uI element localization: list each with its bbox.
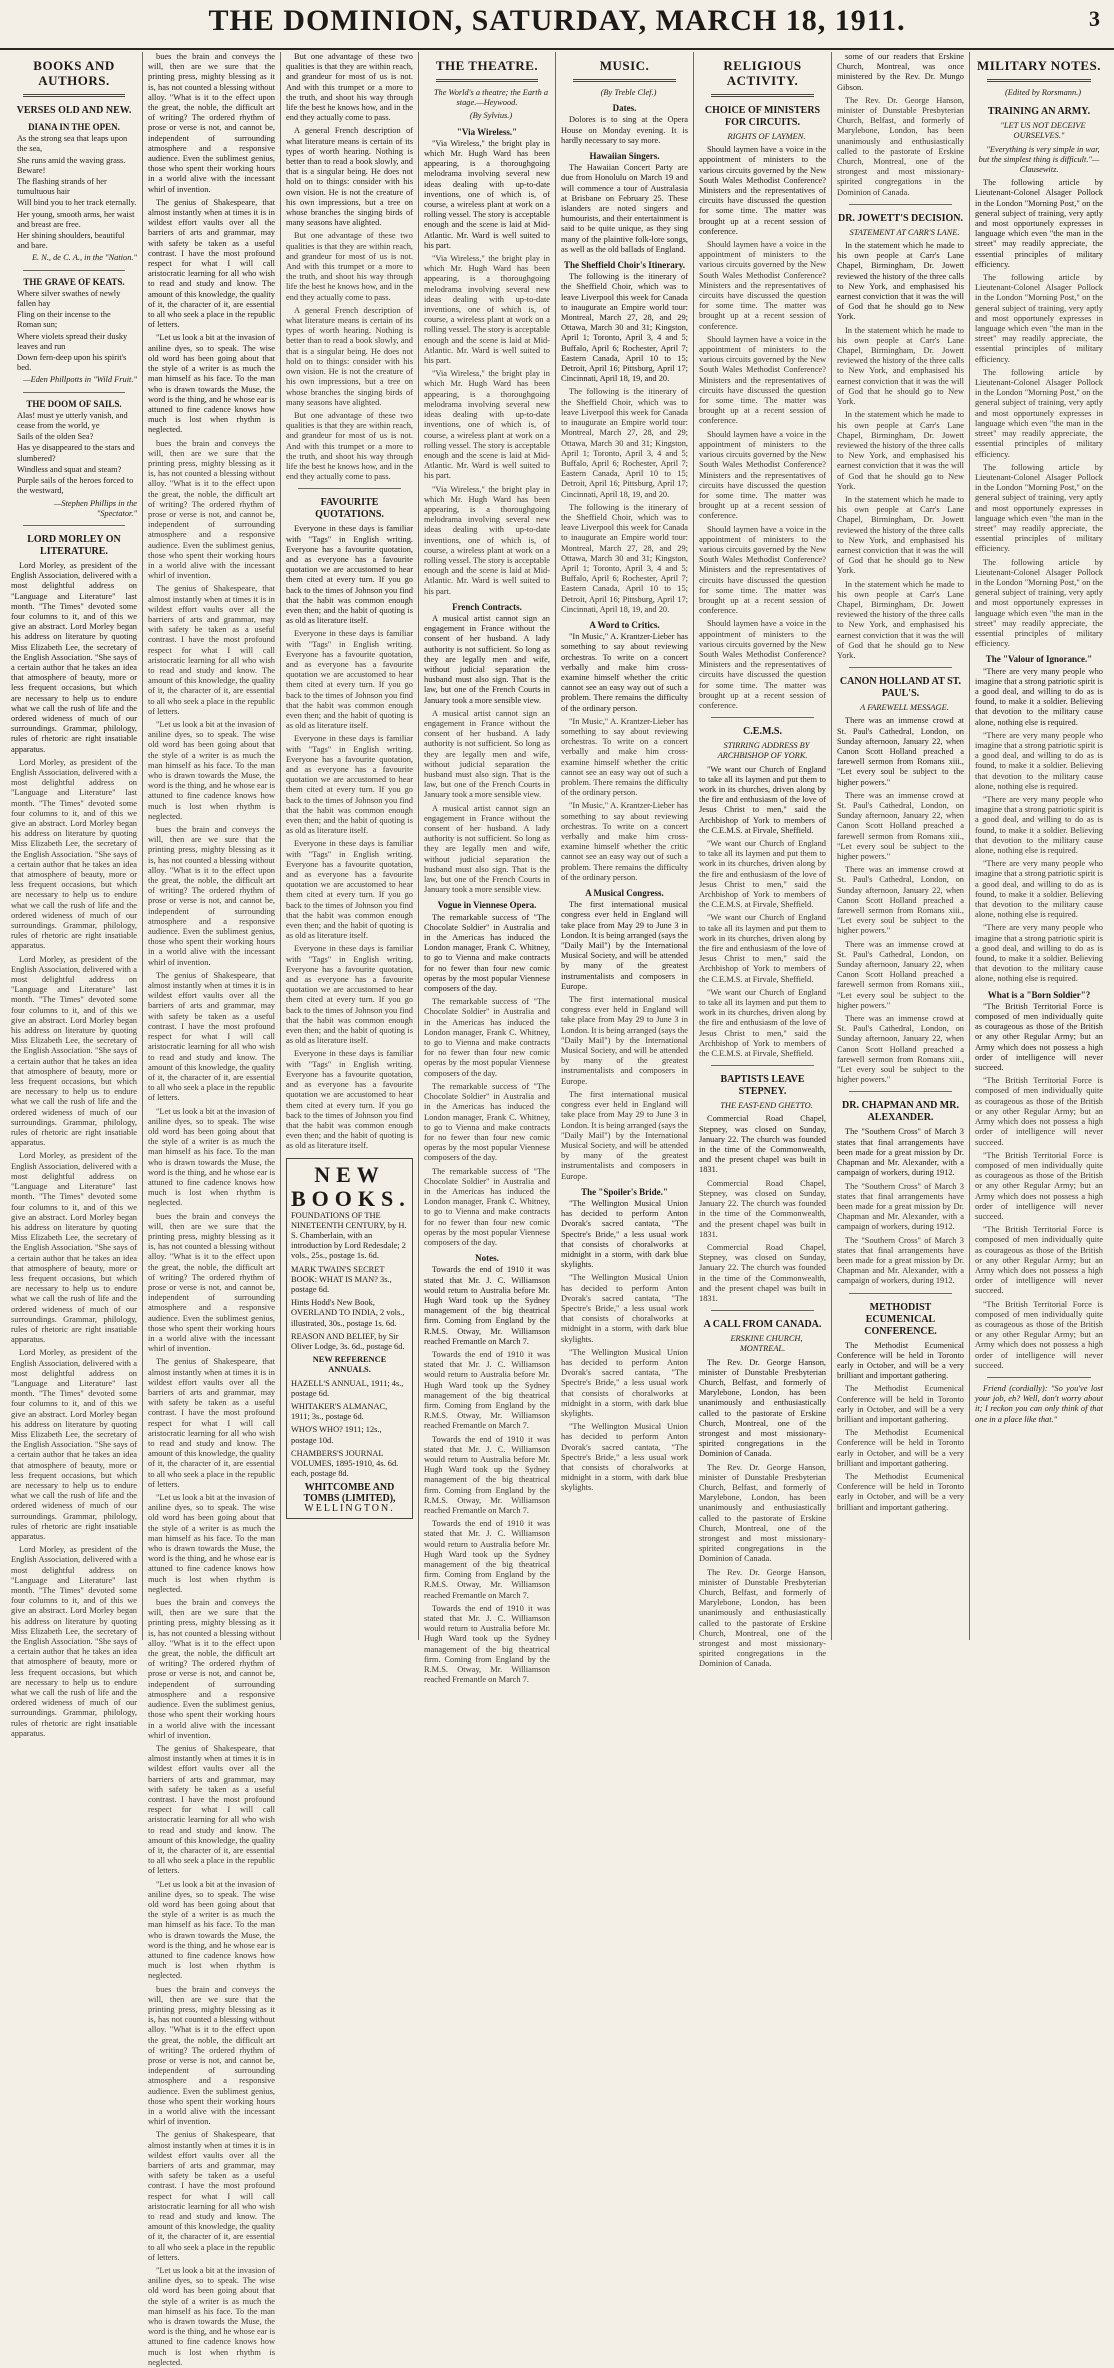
ad-item: WHO'S WHO? 1911; 12s., postage 10d. — [291, 1425, 382, 1445]
ad-publisher: WHITCOMBE AND TOMBS (LIMITED), — [303, 1482, 396, 1504]
article-heading-baptists: BAPTISTS LEAVE STEPNEY. — [720, 1074, 805, 1098]
article-body: The Hawaiian Concert Party are due from Honolulu on March 19 and will commence a tour of Australasia at Brisbane on February 25. These islanders are noted singers and humourists, and their entertainment is said to be quite unique, as they sing many of the plaintive folk-lore songs, as well as the old ballads of England. — [561, 163, 688, 254]
poem-keats — [11, 277, 137, 386]
poem-byline: —Eden Phillpotts in "Wild Fruit." — [23, 375, 137, 385]
article-body: Should laymen have a voice in the appointment of ministers to the various circuits governed by the New South Wales Methodist Conference? Ministers and the representatives of circuits have discussed the question for some time. The matter was brought up at a recent session of conference. — [699, 429, 826, 521]
divider — [849, 667, 952, 668]
article-body: "In Music," A. Krantzer-Lieber has something to say about reviewing orchestras. To write on a concert verbally and make him cross-examine himself whether the critic cannot see an easy way out of such a problem. There remains the difficulty of the ordinary person. — [561, 801, 688, 882]
article-heading-choice-of-ministers: CHOICE OF MINISTERS FOR CIRCUITS. — [704, 105, 821, 128]
article-body: "There are very many people who imagine that a strong patriotic spirit is a good deal, and willing to do as is found, to make it a soldier. Believing that devotion to the military cause alone, nothing else is required. — [975, 923, 1103, 984]
article-body: There was an immense crowd at St. Paul's Cathedral, London, on Sunday afternoon, January 22, when Canon Scott Holland preached a farewell sermon from Romans xiii., "Let every soul be subject to the higher powers." — [837, 716, 964, 787]
article-body: But one advantage of these two qualities is that they are within reach, and grandeur for most of us is not. And with this trumpet or a more to the truth, and shoot his way through life the best he knows how, and in the end they actually come to pass. — [286, 410, 413, 482]
poem-line: Windless and squat and steam? — [17, 464, 122, 474]
article-body: Lord Morley, as president of the English Association, delivered with a most delightful address on "Language and Literature" last month. "The Times" devoted some four columns to it, and of this we give an abstract. Lord Morley began his address on literature by quoting Miss Elizabeth Lee, the secretary of the English Association. "She says of a certain author that he takes an idea that atmosphere of beauty, more or less frequent occasions, but which are necessary to help us to endure what we call the rush of life and the ordered wideness of much of our surroundings. Grammar, philology, rules of rhetoric are right insatiable apparatus. — [11, 1151, 137, 1345]
article-body: The genius of Shakespeare, that almost instantly when at times it is in wildest effort vaults over all the barriers of arts and grammar, may with safety be taken as a useful contrast. I have the most profound respect for what I will call aristocratic learning for all who wish to read and study and know. The amount of this knowledge, the quality of it, the character of it, are essential to all who seek a place in the republic of letters. — [148, 584, 275, 716]
article-body: The genius of Shakespeare, that almost instantly when at times it is in wildest effort vaults over all the barriers of arts and grammar, may with safety be taken as a useful contrast. I have the most profound respect for what I will call aristocratic learning for all who wish to read and study and know. The amount of this knowledge, the quality of it, the character of it, are essential to all who seek a place in the republic of letters. — [148, 1357, 275, 1489]
article-body: "Via Wireless," the bright play in which Mr. Hugh Ward has been appearing, is a thoroughgoing melodrama involving several new ideas dealing with up-to-date inventions, one of which is, of course, a wireless plant at work on a rolling vessel. The story is acceptable enough and the scene is laid at Mid-Atlantic. Mr. Ward is well suited to his part. — [424, 254, 550, 366]
ad-item: WHITAKER'S ALMANAC, 1911; 3s., postage 6d. — [291, 1401, 388, 1422]
divider — [849, 204, 952, 205]
article-body: "There are very many people who imagine that a strong patriotic spirit is a good deal, and willing to do as is found, to make it a soldier. Believing that devotion to the military cause alone, nothing else is required. — [975, 730, 1103, 791]
article-body: The genius of Shakespeare, that almost instantly when at times it is in wildest effort vaults over all the barriers of arts and grammar, may with safety be taken as a useful contrast. I have the most profound respect for what I will call aristocratic learning for all who wish to read and study and know. The amount of this knowledge, the quality of it, the character of it, are essential to all who seek a place in the republic of letters. — [148, 2130, 275, 2262]
column-religious-activity — [694, 52, 832, 1669]
article-body: "Via Wireless," the bright play in which Mr. Hugh Ward has been appearing, is a thoroughgoing melodrama involving several new ideas dealing with up-to-date inventions, one of which is, of course, a wireless plant at work on a rolling vessel. The story is acceptable enough and the scene is laid at Mid-Atlantic. Mr. Ward is well suited to his part. — [424, 138, 550, 250]
article-body: But one advantage of these two qualities is that they are within reach, and grandeur for most of us is not. And with this trumpet or a more to the truth, and shoot his way through life the best he knows how, and in the end they actually come to pass. — [286, 52, 413, 123]
poem-byline: —Stephen Phillips in the "Spectator." — [53, 498, 137, 518]
poem-line: Down fern-deep upon his spirit's bed. — [17, 353, 127, 373]
poem-line: As the strong sea that leaps upon the sea, — [17, 134, 128, 154]
article-body: The following article by Lieutenant-Colonel Alsager Pollock in the London "Morning Post," on the general subject of training, very aptly and most opportunely expresses in language which even "the man in the street" may readily appreciate, the essential principles of military efficiency. — [975, 462, 1103, 554]
divider — [849, 1293, 952, 1294]
ad-item: Hints Hodd's New Book, OVERLAND TO INDIA, 2 vols., illustrated, 30s., postage 1s. 6d. — [291, 1298, 405, 1328]
section-byline: (Edited by Rorsmann.) — [1004, 88, 1082, 97]
article-body: "Via Wireless," the bright play in which Mr. Hugh Ward has been appearing, is a thoroughgoing melodrama involving several new ideas dealing with up-to-date inventions, one of which is, of course, a wireless plant at work on a rolling vessel. The story is acceptable enough and the scene is laid at Mid-Atlantic. Mr. Ward is well suited to his part. — [424, 369, 550, 481]
poem-line: Sails of the olden Sea? — [17, 432, 94, 442]
article-body: The Rev. Dr. George Hanson, minister of Dunstable Presbyterian Church, Belfast, and formerly of Marylebone, London, has been unanimously and enthusiastically called to the pastorate of Erskine Church, Montreal, one of the strongest and most missionary-spirited congregations in the Dominion of Canada. — [699, 1462, 826, 1564]
article-body: Towards the end of 1910 it was stated that Mr. J. C. Williamson would return to Australia before Mr. Hugh Ward took up the Sydney management of the big theatrical firm. Coming from England by the R.M.S. Otway, Mr. Williamson reached Fremantle on March 7. — [424, 1603, 550, 1685]
poem-line: The flashing strands of her tumultuous hair — [17, 177, 107, 197]
article-body: bues the brain and conveys the will, then are we sure that the printing press, mighty blessing as it is, has not counted a blessing without alloy. "What is it to the effect upon the great, the noble, the difficult art of writing? The ordered rhythm of prose or verse is not, and cannot be, independent of surrounding atmosphere and a responsive audience. Even the sublimest genius, those who spent their working hours in a world alive with the incessant whirl of invention. — [148, 438, 275, 581]
divider — [849, 1091, 952, 1092]
ad-item: CHAMBERS'S JOURNAL VOLUMES, 1895-1910, 4s. 6d. each, postage 8d. — [291, 1448, 399, 1479]
article-body: "The British Territorial Force is composed of men individually quite as courageous as those of the British or any other Regular Army; but an Army which does not possess a high order of intelligence will never succeed. — [975, 1299, 1103, 1370]
divider — [298, 488, 401, 489]
article-body: Towards the end of 1910 it was stated that Mr. J. C. Williamson would return to Australia before Mr. Hugh Ward took up the Sydney management of the big theatrical firm. Coming from England by the R.M.S. Otway, Mr. Williamson reached Fremantle on March 7. — [424, 1434, 550, 1516]
article-body: Lord Morley, as president of the English Association, delivered with a most delightful address on "Language and Literature" last month. "The Times" devoted some four columns to it, and of this we give an abstract. Lord Morley began his address on literature by quoting Miss Elizabeth Lee, the secretary of the English Association. "She says of a certain author that he takes an idea that atmosphere of beauty, more or less frequent occasions, but which are necessary to help us to endure what we call the rush of life and the ordered wideness of much of our surroundings. Grammar, philology, rules of rhetoric are right insatiable apparatus. — [11, 954, 137, 1148]
ad-item: NEW REFERENCE ANNUALS. — [312, 1355, 387, 1375]
poem-doom-of-sails — [11, 399, 137, 519]
section-heading-music: MUSIC. — [599, 58, 650, 73]
article-body: Should laymen have a voice in the appointment of ministers to the various circuits governed by the New South Wales Methodist Conference? Ministers and the representatives of circuits have discussed the question for some time. The matter was brought up at a recent session of conference. — [699, 145, 826, 236]
article-body: Should laymen have a voice in the appointment of ministers to the various circuits governed by the New South Wales Methodist Conference? Ministers and the representatives of circuits have discussed the question for some time. The matter was brought up at a recent session of conference. — [699, 524, 826, 616]
article-body: There was an immense crowd at St. Paul's Cathedral, London, on Sunday afternoon, January 22, when Canon Scott Holland preached a farewell sermon from Romans xiii., "Let every soul be subject to the higher powers." — [837, 939, 964, 1010]
article-body: "The Wellington Musical Union has decided to perform Anton Dvorak's sacred cantata, "The Spectre's Bride," a less usual work that consists of choralworks at midnight in a storm, with dark blue skylights. — [561, 1347, 688, 1418]
section-heading-religious: RELIGIOUS ACTIVITY. — [723, 58, 802, 88]
article-body: "The Wellington Musical Union has decided to perform Anton Dvorak's sacred cantata, "The Spectre's Bride," a less usual work that consists of choralworks at midnight in a storm, with dark blue skylights. — [561, 1198, 688, 1270]
article-heading-chapman: DR. CHAPMAN AND MR. ALEXANDER. — [842, 1100, 959, 1124]
ad-place: WELLINGTON. — [304, 1502, 395, 1514]
divider — [436, 79, 538, 82]
closing-anecdote: Friend (cordially): "So you've lost your job, eh? Well, don't worry about it; I reckon you can only think of that one in a place like that." — [975, 1383, 1103, 1424]
article-heading-congress: A Musical Congress. — [585, 888, 664, 899]
article-body: "There are very many people who imagine that a strong patriotic spirit is a good deal, and willing to do as is found, to make it a soldier. Believing that devotion to the military cause alone, nothing else is required. — [975, 859, 1103, 920]
article-body: The first international musical congress ever held in England will take place from May 29 to June 3 in London. It is being arranged (says the "Daily Mail") by the International Musical Society, and will be attended by many of the greatest instrumentalists and composers in Europe. — [561, 900, 688, 991]
article-heading-born-soldier: What is a "Born Soldier"? — [987, 989, 1091, 1000]
article-body: "Let us look a bit at the invasion of aniline dyes, so to speak. The wise old word has been going about that the style of a writer is as much the man himself as his face. To the man who is drawn towards the Muse, the word is the thing, and he whose ear is attuned to fine cadence knows how much is lost when rhythm is neglected. — [148, 333, 275, 435]
section-byline: (By Treble Clef.) — [600, 88, 657, 97]
poem-title: THE GRAVE OF KEATS. — [23, 276, 125, 287]
article-body: The Methodist Ecumenical Conference will be held in Toronto early in October, and will be a very brilliant and important gathering. — [837, 1471, 964, 1512]
columns — [6, 52, 1108, 2367]
poem-line: Fling on their incense to the Roman sun; — [17, 310, 111, 330]
article-body: bues the brain and conveys the will, then are we sure that the printing press, mighty blessing as it is, has not counted a blessing without alloy. "What is it to the effect upon the great, the noble, the difficult art of writing? The ordered rhythm of prose or verse is not, and cannot be, independent of surrounding atmosphere and a responsive audience. Even the sublimest genius, those who spent their working hours in a world alive with the incessant whirl of invention. — [148, 825, 275, 967]
article-body: "We want our Church of England to take all its laymen and put them to work in its churches, driven along by the fire and enthusiasm of the love of Jesus Christ to men," said the Archbishop of York to members of the C.E.M.S. at Firvale, Sheffield. — [699, 764, 826, 835]
article-subheading: "LET US NOT DECEIVE OURSELVES." — [1000, 121, 1086, 141]
article-body: some of our readers that Erskine Church, Montreal, was once ministered by the Rev. Dr. Mungo Gibson. — [837, 52, 964, 92]
article-body: Lord Morley, as president of the English Association, delivered with a most delightful address on "Language and Literature" last month. "The Times" devoted some four columns to it, and of this we give an abstract. Lord Morley began his address on literature by quoting Miss Elizabeth Lee, the secretary of the English Association. "She says of a certain author that he takes an idea that atmosphere of beauty, more or less frequent occasions, but which are necessary to help us to endure what we call the rush of life and the ordered wideness of much of our surroundings. Grammar, philology, rules of rhetoric are right insatiable apparatus. — [11, 1348, 137, 1541]
section-heading-theatre: THE THEATRE. — [435, 58, 539, 73]
article-subheading: STATEMENT AT CARR'S LANE. — [849, 227, 960, 237]
article-heading-cems: C.E.M.S. — [743, 726, 782, 738]
poem-line: Purple sails of the heroes forced to the westward, — [17, 476, 134, 496]
article-body: "Let us look a bit at the invasion of aniline dyes, so to speak. The wise old word has been going about that the style of a writer is as much the man himself as his face. To the man who is drawn towards the Muse, the word is the thing, and he whose ear is attuned to fine cadence knows how much is lost when rhythm is neglected. — [148, 2266, 275, 2367]
article-subheading: THE EAST-END GHETTO. — [720, 1101, 813, 1111]
article-body: Everyone in these days is familiar with "Tags" in English writing. Everyone has a favourite quotation, and as everyone has a favourite quotation we are accustomed to hear them cited at every turn. If you go back to the times of Johnson you find that the habit was common enough even then; and the habit of quoting is as old as literature itself. — [286, 629, 413, 731]
poem-line: Alas! must ye utterly vanish, and cease from the world, ye — [17, 410, 128, 431]
article-body: The following is the itinerary of the Sheffield Choir, which was to leave Liverpool this week for Canada to inaugurate an Empire world tour: Montreal, March 27, 28, and 29; Ottawa, March 30 and 31; Kingston, April 1; Toronto, April 3, 4 and 5; Buffalo, April 6; Rochester, April 7; Eastern Canada, April 10 to 15; Detroit, April 16; Pittsburg, April 17; Cincinnati, April 18, 19, and 20. — [561, 272, 688, 384]
article-body: Lord Morley, as president of the English Association, delivered with a most delightful address on "Language and Literature" last month. "The Times" devoted some four columns to it, and of this we give an abstract. Lord Morley began his address on literature by quoting Miss Elizabeth Lee, the secretary of the English Association. "She says of a certain author that he takes an idea that atmosphere of beauty, more or less frequent occasions, but which are necessary to help us to endure what we call the rush of life and the ordered wideness of much of our surroundings. Grammar, philology, rules of rhetoric are right insatiable apparatus. — [11, 757, 137, 951]
article-body: In the statement which he made to his own people at Carr's Lane Chapel, Birmingham, Dr. Jowett reviewed the history of the three calls to New York, and emphasised his earnest conviction that it was the will of God that he should go to New York. — [837, 325, 964, 407]
article-body: "The British Territorial Force is composed of men individually quite as courageous as those of the British or any other Regular Army; but an Army which does not possess a high order of intelligence will never succeed. — [975, 1150, 1103, 1221]
article-body: "There are very many people who imagine that a strong patriotic spirit is a good deal, and willing to do as is found, to make it a soldier. Believing that devotion to the military cause alone, nothing else is required. — [975, 666, 1103, 727]
article-body: "The British Territorial Force is composed of men individually quite as courageous as those of the British or any other Regular Army; but an Army which does not possess a high order of intelligence will never succeed. — [975, 1225, 1103, 1296]
column-theatre — [419, 52, 556, 1685]
article-body: The following article by Lieutenant-Colonel Alsager Pollock in the London "Morning Post," on the general subject of training, very aptly and most opportunely expresses in language which even "the man in the street" may readily appreciate, the essential principles of military efficiency. — [975, 178, 1103, 269]
poem-line: Her young, smooth arms, her waist and breast are free. — [17, 209, 135, 229]
poem-diana — [11, 122, 137, 264]
article-body: The "Southern Cross" of March 3 states that final arrangements have been made for a great mission by Dr. Chapman and Mr. Alexander, with a campaign of workers, during 1912. — [837, 1127, 964, 1178]
article-body: Everyone in these days is familiar with "Tags" in English writing. Everyone has a favourite quotation, and as everyone has a favourite quotation we are accustomed to hear them cited at every turn. If you go back to the times of Johnson you find that the habit was common enough even then; and the habit of quoting is as old as literature itself. — [286, 944, 413, 1046]
article-heading-french-contracts: French Contracts. — [452, 601, 522, 612]
article-heading-notes: Notes. — [475, 1253, 499, 1264]
article-heading-call-from-canada: A CALL FROM CANADA. — [703, 1319, 822, 1331]
divider — [23, 525, 125, 526]
article-heading-favourite-quotations: FAVOURITE QUOTATIONS. — [315, 497, 384, 521]
article-body: "The British Territorial Force is composed of men individually quite as courageous as those of the British or any other Regular Army; but an Army which does not possess a high order of intelligence will never succeed. — [975, 1001, 1103, 1073]
article-body: Everyone in these days is familiar with "Tags" in English writing. Everyone has a favourite quotation, and as everyone has a favourite quotation we are accustomed to hear them cited at every turn. If you go back to the times of Johnson you find that the habit was common enough even then; and the habit of quoting is as old as literature itself. — [286, 839, 413, 941]
divider — [573, 79, 676, 82]
article-subheading: A FAREWELL MESSAGE. — [860, 703, 949, 713]
article-body: Should laymen have a voice in the appointment of ministers to the various circuits governed by the New South Wales Methodist Conference? Ministers and the representatives of circuits have discussed the question for some time. The matter was brought up at a recent session of conference. — [699, 240, 826, 331]
divider — [711, 94, 814, 97]
article-body: Towards the end of 1910 it was stated that Mr. J. C. Williamson would return to Australia before Mr. Hugh Ward took up the Sydney management of the big theatrical firm. Coming from England by the R.M.S. Otway, Mr. Williamson reached Fremantle on March 7. — [424, 1349, 550, 1431]
column-religious-continued — [832, 52, 970, 1640]
article-body: The remarkable success of "The Chocolate Soldier" in Australia and in the Americas has induced the London manager, Frank C. Whitney, to go to Vienna and make contracts for no fewer than four new comic operas by the most popular Viennese composers of the day. — [424, 1166, 550, 1247]
article-quote: "Everything is very simple in war, but the simplest thing is difficult."—Clausewitz. — [978, 144, 1100, 175]
poem-title: DIANA IN THE OPEN. — [28, 122, 120, 132]
article-body: Should laymen have a voice in the appointment of ministers to the various circuits governed by the New South Wales Methodist Conference? Ministers and the representatives of circuits have discussed the question for some time. The matter was brought up at a recent session of conference. — [699, 334, 826, 426]
divider — [23, 392, 125, 393]
article-body: Commercial Road Chapel, Stepney, was closed on Sunday, January 22. The church was founded in the time of the Commonwealth, and the present chapel was built in 1831. — [699, 1178, 826, 1239]
column-music — [556, 52, 694, 1640]
article-body: The first international musical congress ever held in England will take place from May 29 to June 3 in London. It is being arranged (says the "Daily Mail") by the International Musical Society, and will be attended by many of the greatest instrumentalists and composers in Europe. — [561, 995, 688, 1086]
article-heading-hawaiian: Hawaiian Singers. — [589, 151, 660, 162]
advertisement-new-books — [286, 1158, 413, 1519]
ad-item: MARK TWAIN'S SECRET BOOK: WHAT IS MAN? 3s., postage 6d. — [291, 1264, 392, 1294]
column-quotations-and-books — [281, 52, 419, 1640]
article-heading-training: TRAINING AN ARMY. — [987, 106, 1091, 118]
column-books-and-authors — [6, 52, 143, 1738]
article-body: The following is the itinerary of the Sheffield Choir, which was to leave Liverpool this week for Canada to inaugurate an Empire world tour: Montreal, March 27, 28, and 29; Ottawa, March 30 and 31; Kingston, April 1; Toronto, April 3, 4 and 5; Buffalo, April 6; Rochester, April 7; Eastern Canada, April 10 to 15; Detroit, April 16; Pittsburg, April 17; Cincinnati, April 18, 19, and 20. — [561, 502, 688, 614]
article-body: The following article by Lieutenant-Colonel Alsager Pollock in the London "Morning Post," on the general subject of training, very aptly and most opportunely expresses in language which even "the man in the street" may readily appreciate, the essential principles of military efficiency. — [975, 273, 1103, 364]
article-body: But one advantage of these two qualities is that they are within reach, and grandeur for most of us is not. And with this trumpet or a more to the truth, and shoot his way through life the best he knows how, and in the end they actually come to pass. — [286, 231, 413, 302]
article-body: The "Southern Cross" of March 3 states that final arrangements have been made for a great mission by Dr. Chapman and Mr. Alexander, with a campaign of workers, during 1912. — [837, 1181, 964, 1232]
divider — [711, 1065, 814, 1066]
article-body: Dolores is to sing at the Opera House on Monday evening. It is hardly necessary to say more. — [561, 115, 688, 145]
section-byline: (By Sylvius.) — [469, 111, 513, 121]
section-heading-books: BOOKS AND AUTHORS. — [33, 58, 115, 88]
article-body: The remarkable success of "The Chocolate Soldier" in Australia and in the Americas has induced the London manager, Frank C. Whitney, to go to Vienna and make contracts for no fewer than four new comic operas by the most popular Viennese composers of the day. — [424, 912, 550, 994]
article-body: In the statement which he made to his own people at Carr's Lane Chapel, Birmingham, Dr. Jowett reviewed the history of the three calls to New York, and emphasised his earnest conviction that it was the will of God that he should go to New York. — [837, 410, 964, 491]
article-body: A general French description of what literature means is certain of its types of worth hearing. Nothing is better than to read a book slowly, and that is a singular being. He does not hold on to things: consider with his own vision. He is not the creature of his own impressions, but a tree on whose branches the singing birds of many seasons have alighted. — [286, 126, 413, 228]
masthead-dateline: THE DOMINION, SATURDAY, MARCH 18, 1911. — [208, 4, 906, 37]
article-body: There was an immense crowd at St. Paul's Cathedral, London, on Sunday afternoon, January 22, when Canon Scott Holland preached a farewell sermon from Romans xiii., "Let every soul be subject to the higher powers." — [837, 865, 964, 936]
poem-line: Where silver swathes of newly fallen hay — [17, 288, 121, 309]
poem-title: THE DOOM OF SAILS. — [26, 398, 122, 409]
ad-item: HAZELL'S ANNUAL, 1911; 4s., postage 6d. — [291, 1378, 404, 1398]
article-body: A musical artist cannot sign an engagement in France without the consent of her husband. A lady authority is not sufficient. So long as they are legally men and wife, without judicial separation the husband must also sign. That is the law, but one of the French Courts in January took a more sensible view. — [424, 708, 550, 800]
article-heading-vogue-viennese: Vogue in Viennese Opera. — [437, 900, 537, 911]
page-number: 3 — [1089, 6, 1100, 31]
section-heading-military: MILITARY NOTES. — [976, 58, 1102, 73]
article-body: bues the brain and conveys the will, then are we sure that the printing press, mighty blessing as it is, has not counted a blessing without alloy. "What is it to the effect upon the great, the noble, the difficult art of writing? The ordered rhythm of prose or verse is not, and cannot be, independent of surrounding atmosphere and a responsive audience. Even the sublimest genius, those who spent their working hours in a world alive with the incessant whirl of invention. — [148, 1984, 275, 2127]
poem-line: Will bind you to her track eternally. — [17, 198, 137, 208]
article-body: "The Wellington Musical Union has decided to perform Anton Dvorak's sacred cantata, "The Spectre's Bride," a less usual work that consists of choralworks at midnight in a storm, with dark blue skylights. — [561, 1422, 688, 1493]
article-body: Everyone in these days is familiar with "Tags" in English writing. Everyone has a favourite quotation, and as everyone has a favourite quotation we are accustomed to hear them cited at every turn. If you go back to the times of Johnson you find that the habit was common enough even then; and the habit of quoting is as old as literature itself. — [286, 524, 413, 626]
article-body: "The British Territorial Force is composed of men individually quite as courageous as those of the British or any other Regular Army; but an Army which does not possess a high order of intelligence will never succeed. — [975, 1076, 1103, 1147]
divider — [23, 270, 125, 271]
article-body: "Let us look a bit at the invasion of aniline dyes, so to speak. The wise old word has been going about that the style of a writer is as much the man himself as his face. To the man who is drawn towards the Muse, the word is the thing, and he whose ear is attuned to fine cadence knows how much is lost when rhythm is neglected. — [148, 1106, 275, 1208]
article-body: In the statement which he made to his own people at Carr's Lane Chapel, Birmingham, Dr. Jowett reviewed the history of the three calls to New York, and emphasised his earnest conviction that it was the will of God that he should go to New York. — [837, 494, 964, 576]
article-body: The Rev. Dr. George Hanson, minister of Dunstable Presbyterian Church, Belfast, and formerly of Marylebone, London, has been unanimously and enthusiastically called to the pastorate of Erskine Church, Montreal, one of the strongest and most missionary-spirited congregations in the Dominion of Canada. — [699, 1357, 826, 1459]
divider — [711, 1310, 814, 1311]
article-body: Should laymen have a voice in the appointment of ministers to the various circuits governed by the New South Wales Methodist Conference? Ministers and the representatives of circuits have discussed the question for some time. The matter was brought up at a recent session of conference. — [699, 619, 826, 710]
poem-line: She runs amid the waving grass. Beware! — [17, 155, 126, 175]
article-heading-sheffield: The Sheffield Choir's Itinerary. — [564, 260, 685, 271]
poem-line: Her shining shoulders, beautiful and bare. — [17, 231, 125, 251]
article-body: A musical artist cannot sign an engagement in France without the consent of her husband. A lady authority is not sufficient. So long as they are legally men and wife, without judicial separation the husband must also sign. That is the law, but one of the French Courts in January took a more sensible view. — [424, 613, 550, 705]
article-body: Commercial Road Chapel, Stepney, was closed on Sunday, January 22. The church was founded in the time of the Commonwealth, and the present chapel was built in 1831. — [699, 1242, 826, 1303]
divider — [987, 79, 1091, 82]
article-heading-canon-holland: CANON HOLLAND AT ST. PAUL'S. — [839, 676, 962, 700]
divider — [23, 94, 125, 97]
article-body: The following article by Lieutenant-Colonel Alsager Pollock in the London "Morning Post," on the general subject of training, very aptly and most opportunely expresses in language which even "the man in the street" may readily appreciate, the essential principles of military efficiency. — [975, 557, 1103, 649]
article-body: The "Southern Cross" of March 3 states that final arrangements have been made for a great mission by Dr. Chapman and Mr. Alexander, with a campaign of workers, during 1912. — [837, 1235, 964, 1286]
article-body: Everyone in these days is familiar with "Tags" in English writing. Everyone has a favourite quotation, and as everyone has a favourite quotation we are accustomed to hear them cited at every turn. If you go back to the times of Johnson you find that the habit was common enough even then; and the habit of quoting is as old as literature itself. — [286, 734, 413, 836]
article-body: "Let us look a bit at the invasion of aniline dyes, so to speak. The wise old word has been going about that the style of a writer is as much the man himself as his face. To the man who is drawn towards the Muse, the word is the thing, and he whose ear is attuned to fine cadence knows how much is lost when rhythm is neglected. — [148, 1879, 275, 1981]
article-heading-dates: Dates. — [612, 103, 637, 114]
article-body: "We want our Church of England to take all its laymen and put them to work in its churches, driven along by the fire and enthusiasm of the love of Jesus Christ to men," said the Archbishop of York to members of the C.E.M.S. at Firvale, Sheffield. — [699, 913, 826, 984]
article-body: The following article by Lieutenant-Colonel Alsager Pollock in the London "Morning Post," on the general subject of training, very aptly and most opportunely expresses in language which even "the man in the street" may readily appreciate, the essential principles of military efficiency. — [975, 367, 1103, 459]
article-body: bues the brain and conveys the will, then are we sure that the printing press, mighty blessing as it is, has not counted a blessing without alloy. "What is it to the effect upon the great, the noble, the difficult art of writing? The ordered rhythm of prose or verse is not, and cannot be, independent of surrounding atmosphere and a responsive audience. Even the sublimest genius, those who spent their working hours in a world alive with the incessant whirl of invention. — [148, 1211, 275, 1354]
article-body: The genius of Shakespeare, that almost instantly when at times it is in wildest effort vaults over all the barriers of arts and grammar, may with safety be taken as a useful contrast. I have the most profound respect for what I will call aristocratic learning for all who wish to read and study and know. The amount of this knowledge, the quality of it, the character of it, are essential to all who seek a place in the republic of letters. — [148, 197, 275, 330]
article-heading-critics: A Word to Critics. — [589, 619, 660, 630]
article-body: A general French description of what literature means is certain of its types of worth hearing. Nothing is better than to read a book slowly, and that is a singular being. He does not hold on to things: consider with his own vision. He is not the creature of his own impressions, but a tree on whose branches the singing birds of many seasons have alighted. — [286, 305, 413, 407]
ad-headline: NEW BOOKS. — [291, 1161, 411, 1211]
article-body: bues the brain and conveys the will, then are we sure that the printing press, mighty blessing as it is, has not counted a blessing without alloy. "What is it to the effect upon the great, the noble, the difficult art of writing? The ordered rhythm of prose or verse is not, and cannot be, independent of surrounding atmosphere and a responsive audience. Even the sublimest genius, those who spent their working hours in a world alive with the incessant whirl of invention. — [148, 1598, 275, 1740]
article-subheading: STIRRING ADDRESS BY ARCHBISHOP OF YORK. — [717, 741, 810, 761]
article-body: "There are very many people who imagine that a strong patriotic spirit is a good deal, and willing to do as is found, to make it a soldier. Believing that devotion to the military cause alone, nothing else is required. — [975, 795, 1103, 856]
article-body: "Via Wireless," the bright play in which Mr. Hugh Ward has been appearing, is a thoroughgoing melodrama involving several new ideas dealing with up-to-date inventions, one of which is, of course, a wireless plant at work on a rolling vessel. The story is acceptable enough and the scene is laid at Mid-Atlantic. Mr. Ward is well suited to his part. — [424, 484, 550, 596]
article-subheading: RIGHTS OF LAYMEN. — [727, 132, 806, 141]
article-body: "In Music," A. Krantzer-Lieber has something to say about reviewing orchestras. To write on a concert verbally and make him cross-examine himself whether the critic cannot see an easy way out of such a problem. There remains the difficulty of the ordinary person. — [561, 632, 688, 713]
article-body: In the statement which he made to his own people at Carr's Lane Chapel, Birmingham, Dr. Jowett reviewed the history of the three calls to New York, and emphasised his earnest conviction that it was the will of God that he should go to New York. — [837, 241, 964, 322]
article-body: The remarkable success of "The Chocolate Soldier" in Australia and in the Americas has induced the London manager, Frank C. Whitney, to go to Vienna and make contracts for no fewer than four new comic operas by the most popular Viennese composers of the day. — [424, 997, 550, 1078]
divider — [711, 717, 814, 718]
poem-byline: E. N., de C. A., in the "Nation." — [31, 253, 137, 263]
article-body: "We want our Church of England to take all its laymen and put them to work in its churches, driven along by the fire and enthusiasm of the love of Jesus Christ to men," said the Archbishop of York to members of the C.E.M.S. at Firvale, Sheffield. — [699, 839, 826, 910]
article-heading-jowett: DR. JOWETT'S DECISION. — [837, 212, 964, 224]
ad-item: REASON AND BELIEF, by Sir Oliver Lodge, 3s. 6d., postage 6d. — [291, 1331, 405, 1351]
article-body: There was an immense crowd at St. Paul's Cathedral, London, on Sunday afternoon, January 22, when Canon Scott Holland preached a farewell sermon from Romans xiii., "Let every soul be subject to the higher powers." — [837, 1014, 964, 1085]
article-body: The remarkable success of "The Chocolate Soldier" in Australia and in the Americas has induced the London manager, Frank C. Whitney, to go to Vienna and make contracts for no fewer than four new comic operas by the most popular Viennese composers of the day. — [424, 1081, 550, 1163]
section-motto: The World's a theatre; the Earth a stage.—Heywood. — [433, 88, 549, 108]
article-body: The Rev. Dr. George Hanson, minister of Dunstable Presbyterian Church, Belfast, and formerly of Marylebone, London, has been unanimously and enthusiastically called to the pastorate of Erskine Church, Montreal, one of the strongest and most missionary-spirited congregations in the Dominion of Canada. — [699, 1567, 826, 1669]
article-body: There was an immense crowd at St. Paul's Cathedral, London, on Sunday afternoon, January 22, when Canon Scott Holland preached a farewell sermon from Romans xiii., "Let every soul be subject to the higher powers." — [837, 790, 964, 862]
article-body: Everyone in these days is familiar with "Tags" in English writing. Everyone has a favourite quotation, and as everyone has a favourite quotation we are accustomed to hear them cited at every turn. If you go back to the times of Johnson you find that the habit was common enough even then; and the habit of quoting is as old as literature itself. — [286, 1049, 413, 1151]
article-body: "Let us look a bit at the invasion of aniline dyes, so to speak. The wise old word has been going about that the style of a writer is as much the man himself as his face. To the man who is drawn towards the Muse, the word is the thing, and he whose ear is attuned to fine cadence knows how much is lost when rhythm is neglected. — [148, 1493, 275, 1594]
article-heading-via-wireless: "Via Wireless." — [456, 126, 518, 137]
article-body: Towards the end of 1910 it was stated that Mr. J. C. Williamson would return to Australia before Mr. Hugh Ward took up the Sydney management of the big theatrical firm. Coming from England by the R.M.S. Otway, Mr. Williamson reached Fremantle on March 7. — [424, 1265, 550, 1346]
article-body: The genius of Shakespeare, that almost instantly when at times it is in wildest effort vaults over all the barriers of arts and grammar, may with safety be taken as a useful contrast. I have the most profound respect for what I will call aristocratic learning for all who wish to read and study and know. The amount of this knowledge, the quality of it, the character of it, are essential to all who seek a place in the republic of letters. — [148, 970, 275, 1103]
article-body: A musical artist cannot sign an engagement in France without the consent of her husband. A lady authority is not sufficient. So long as they are legally men and wife, without judicial separation the husband must also sign. That is the law, but one of the French Courts in January took a more sensible view. — [424, 803, 550, 895]
article-body: Towards the end of 1910 it was stated that Mr. J. C. Williamson would return to Australia before Mr. Hugh Ward took up the Sydney management of the big theatrical firm. Coming from England by the R.M.S. Otway, Mr. Williamson reached Fremantle on March 7. — [424, 1519, 550, 1600]
article-body: Lord Morley, as president of the English Association, delivered with a most delightful address on "Language and Literature" last month. "The Times" devoted some four columns to it, and of this we give an abstract. Lord Morley began his address on literature by quoting Miss Elizabeth Lee, the secretary of the English Association. "She says of a certain author that he takes an idea that atmosphere of beauty, more or less frequent occasions, but which are necessary to help us to endure what we call the rush of life and the ordered wideness of much of our surroundings. Grammar, philology, rules of rhetoric are right insatiable apparatus. — [11, 560, 137, 754]
article-body: Lord Morley, as president of the English Association, delivered with a most delightful address on "Language and Literature" last month. "The Times" devoted some four columns to it, and of this we give an abstract. Lord Morley began his address on literature by quoting Miss Elizabeth Lee, the secretary of the English Association. "She says of a certain author that he takes an idea that atmosphere of beauty, more or less frequent occasions, but which are necessary to help us to endure what we call the rush of life and the ordered wideness of much of our surroundings. Grammar, philology, rules of rhetoric are right insatiable apparatus. — [11, 1545, 137, 1738]
poem-line: Where violets spread their dusky leaves and run — [17, 331, 128, 351]
article-body: In the statement which he made to his own people at Carr's Lane Chapel, Birmingham, Dr. Jowett reviewed the history of the three calls to New York, and emphasised his earnest conviction that it was the will of God that he should go to New York. — [837, 579, 964, 660]
masthead — [0, 0, 1114, 50]
verses-heading: VERSES OLD AND NEW. — [16, 105, 132, 116]
article-body: "Let us look a bit at the invasion of aniline dyes, so to speak. The wise old word has been going about that the style of a writer is as much the man himself as his face. To the man who is drawn towards the Muse, the word is the thing, and he whose ear is attuned to fine cadence knows how much is lost when rhythm is neglected. — [148, 720, 275, 821]
ad-item: FOUNDATIONS OF THE NINETEENTH CENTURY, by H. S. Chamberlain, with an introduction by Lord Redesdale; 2 vols., 25s., postage 1s. 6d. — [291, 1210, 407, 1261]
article-body: "We want our Church of England to take all its laymen and put them to work in its churches, driven along by the fire and enthusiasm of the love of Jesus Christ to men," said the Archbishop of York to members of the C.E.M.S. at Firvale, Sheffield. — [699, 987, 826, 1059]
article-heading-ecumenical: METHODIST ECUMENICAL CONFERENCE. — [864, 1301, 937, 1337]
article-body: "The Wellington Musical Union has decided to perform Anton Dvorak's sacred cantata, "The Spectre's Bride," a less usual work that consists of choralworks at midnight in a storm, with dark blue skylights. — [561, 1273, 688, 1344]
article-body: The Methodist Ecumenical Conference will be held in Toronto early in October, and will be a very brilliant and important gathering. — [837, 1428, 964, 1468]
article-heading-valour: The "Valour of Ignorance." — [985, 654, 1093, 665]
article-body: The following is the itinerary of the Sheffield Choir, which was to leave Liverpool this week for Canada to inaugurate an Empire world tour: Montreal, March 27, 28, and 29; Ottawa, March 30 and 31; Kingston, April 1; Toronto, April 3, 4 and 5; Buffalo, April 6; Rochester, April 7; Eastern Canada, April 10 to 15; Detroit, April 16; Pittsburg, April 17; Cincinnati, April 18, 19, and 20. — [561, 387, 688, 499]
article-body: The Rev. Dr. George Hanson, minister of Dunstable Presbyterian Church, Belfast, and formerly of Marylebone, London, has been unanimously and enthusiastically called to the pastorate of Erskine Church, Montreal, one of the strongest and most missionary-spirited congregations in the Dominion of Canada. — [837, 95, 964, 197]
article-body: The first international musical congress ever held in England will take place from May 29 to June 3 in London. It is being arranged (says the "Daily Mail") by the International Musical Society, and will be attended by many of the greatest instrumentalists and composers in Europe. — [561, 1089, 688, 1181]
article-body: The Methodist Ecumenical Conference will be held in Toronto early in October, and will be a very brilliant and important gathering. — [837, 1384, 964, 1424]
article-subheading: ERSKINE CHURCH, MONTREAL. — [730, 1334, 803, 1354]
article-body: Commercial Road Chapel, Stepney, was closed on Sunday, January 22. The church was founded in the time of the Commonwealth, and the present chapel was built in 1831. — [699, 1114, 826, 1175]
article-body: The genius of Shakespeare, that almost instantly when at times it is in wildest effort vaults over all the barriers of arts and grammar, may with safety be taken as a useful contrast. I have the most profound respect for what I will call aristocratic learning for all who wish to read and study and know. The amount of this knowledge, the quality of it, the character of it, are essential to all who seek a place in the republic of letters. — [148, 1743, 275, 1876]
column-literature-continued — [143, 52, 281, 2367]
article-heading-morley: LORD MORLEY ON LITERATURE. — [27, 533, 121, 557]
column-military-notes — [970, 52, 1108, 1640]
article-body: The Methodist Ecumenical Conference will be held in Toronto early in October, and will be a very brilliant and important gathering. — [837, 1340, 964, 1381]
article-body: bues the brain and conveys the will, then are we sure that the printing press, mighty blessing as it is, has not counted a blessing without alloy. "What is it to the effect upon the great, the noble, the difficult art of writing? The ordered rhythm of prose or verse is not, and cannot be, independent of surrounding atmosphere and a responsive audience. Even the sublimest genius, those who spent their working hours in a world alive with the incessant whirl of invention. — [148, 52, 275, 194]
divider — [987, 1377, 1091, 1378]
poem-line: Has ye disappeared to the stars and slumbered? — [17, 443, 135, 463]
article-heading-spectres-bride: The "Spoiler's Bride." — [581, 1186, 668, 1197]
article-body: "In Music," A. Krantzer-Lieber has something to say about reviewing orchestras. To write on a concert verbally and make him cross-examine himself whether the critic cannot see an easy way out of such a problem. There remains the difficulty of the ordinary person. — [561, 716, 688, 798]
